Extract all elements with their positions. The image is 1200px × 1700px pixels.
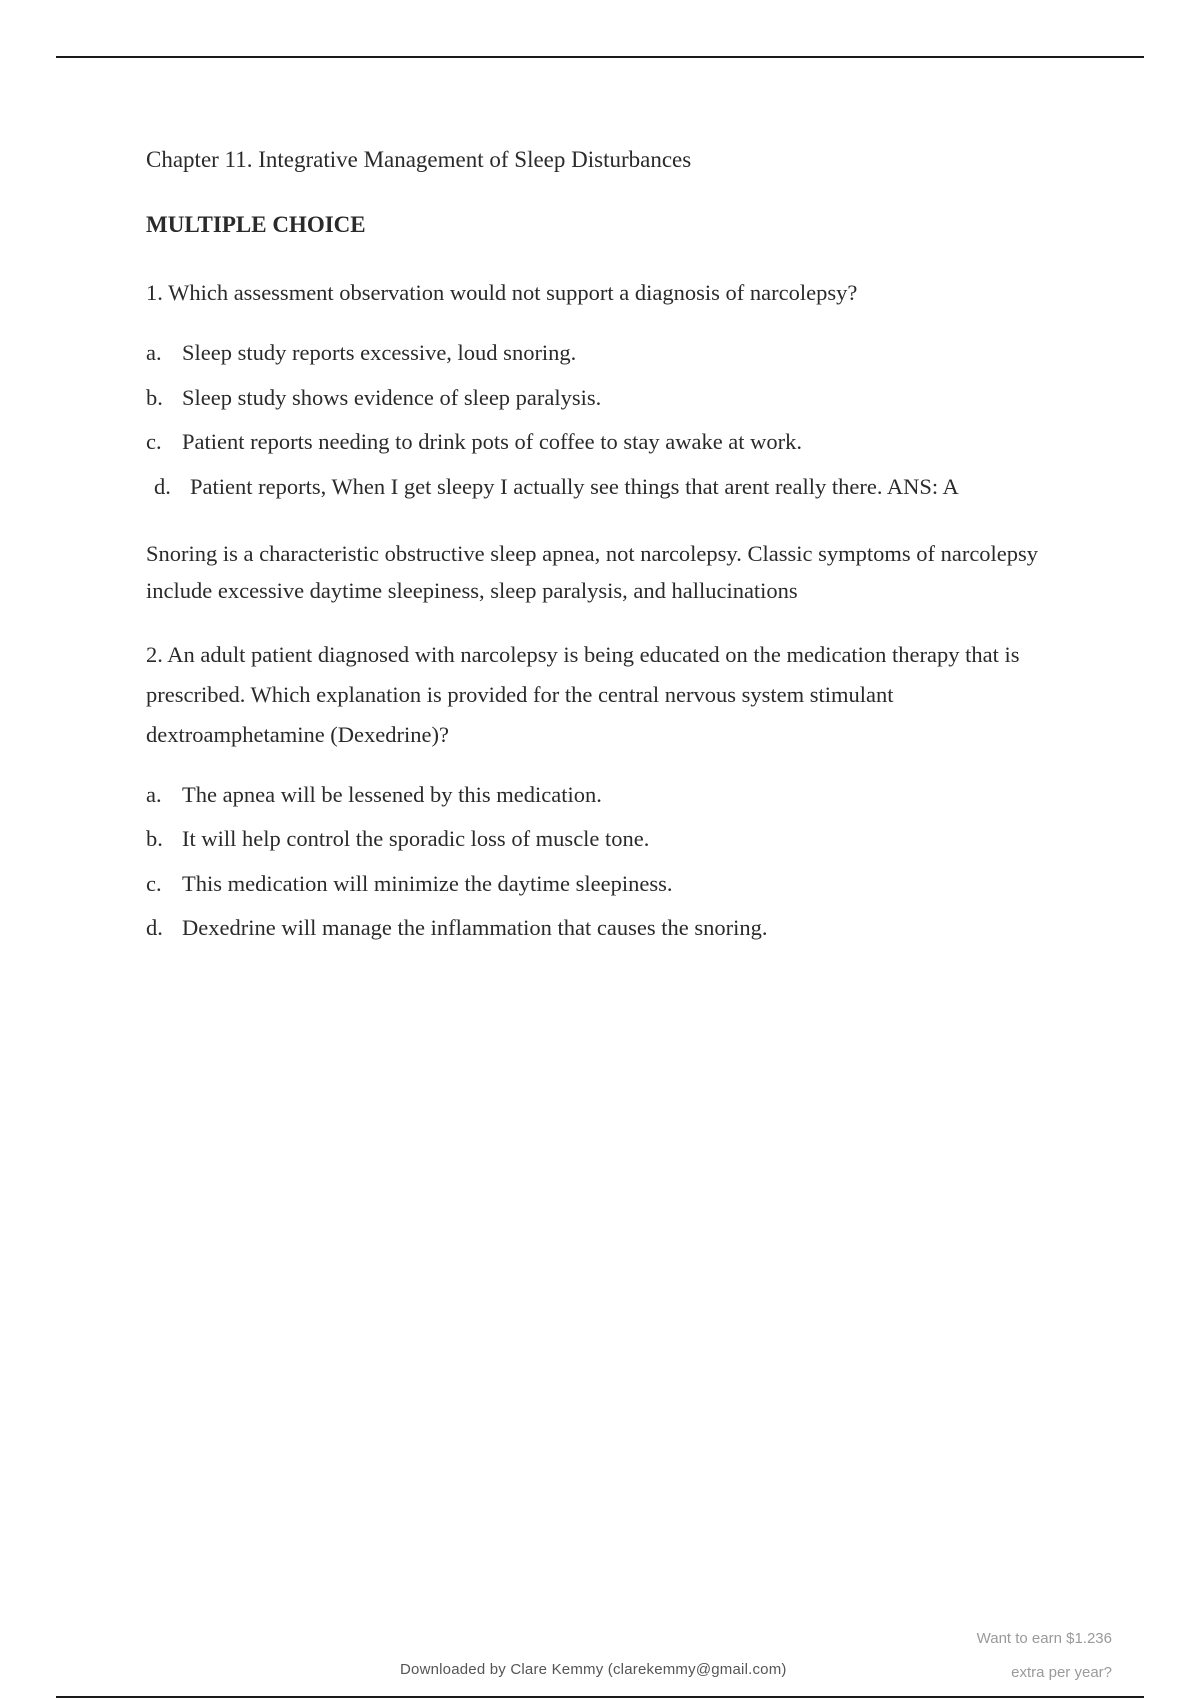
promo-link[interactable] [977, 1622, 1112, 1690]
option-letter: c. [146, 429, 162, 454]
question-1-stem: 1. Which assessment observation would not support a diagnosis of narcolepsy? [146, 280, 858, 305]
chapter-title: Chapter 11. Integrative Management of Sleep Disturbances [146, 147, 692, 172]
question-1-explanation: Snoring is a characteristic obstructive sleep apnea, not narcolepsy. Classic symptoms of narcolepsy include excessive daytime sleepiness, sleep paralysis, and hallucinations [146, 540, 1039, 603]
question-2-stem: 2. An adult patient diagnosed with narcolepsy is being educated on the medication therapy that is prescribed. Which explanation is provided for the central nervous system stimulant dextroamphetamine (Dexedrine)? [146, 641, 1020, 747]
question-1-option-a [146, 333, 1046, 373]
option-letter: d. [146, 915, 163, 940]
question-2-option-d [146, 908, 1046, 948]
question-2-options [146, 775, 1046, 949]
document-body [146, 140, 1046, 953]
option-text: Patient reports needing to drink pots of coffee to stay awake at work. [182, 429, 803, 454]
question-1-option-d [146, 467, 1046, 507]
option-letter: a. [146, 340, 162, 365]
question-2-option-a [146, 775, 1046, 815]
bottom-rule [56, 1696, 1144, 1698]
option-text: It will help control the sporadic loss of muscle tone. [182, 826, 650, 851]
option-letter: b. [146, 384, 163, 410]
promo-line-2: extra per year? [1011, 1664, 1112, 1681]
option-text: The apnea will be lessened by this medication. [182, 781, 602, 807]
question-1-option-c [146, 422, 1046, 462]
option-text: Sleep study reports excessive, loud snoring. [182, 340, 577, 365]
download-attribution: Downloaded by Clare Kemmy (clarekemmy@gmail.com) [400, 1661, 787, 1678]
option-letter: d. [154, 473, 171, 499]
question-1-option-b [146, 378, 1046, 418]
option-text: Dexedrine will manage the inflammation that causes the snoring. [182, 915, 768, 940]
option-text: Sleep study shows evidence of sleep paralysis. [182, 384, 602, 410]
top-rule [56, 56, 1144, 58]
question-2-option-b [146, 819, 1046, 859]
option-text: Patient reports, When I get sleepy I actually see things that arent really there. ANS: A [190, 473, 959, 499]
question-1-options [146, 333, 1046, 507]
option-letter: a. [146, 781, 162, 807]
option-text: This medication will minimize the daytime sleepiness. [182, 870, 673, 896]
section-heading: MULTIPLE CHOICE [146, 212, 366, 237]
promo-line-1: Want to earn $1.236 [976, 1630, 1112, 1647]
option-letter: b. [146, 826, 163, 851]
option-letter: c. [146, 870, 162, 896]
question-2-option-c [146, 864, 1046, 904]
